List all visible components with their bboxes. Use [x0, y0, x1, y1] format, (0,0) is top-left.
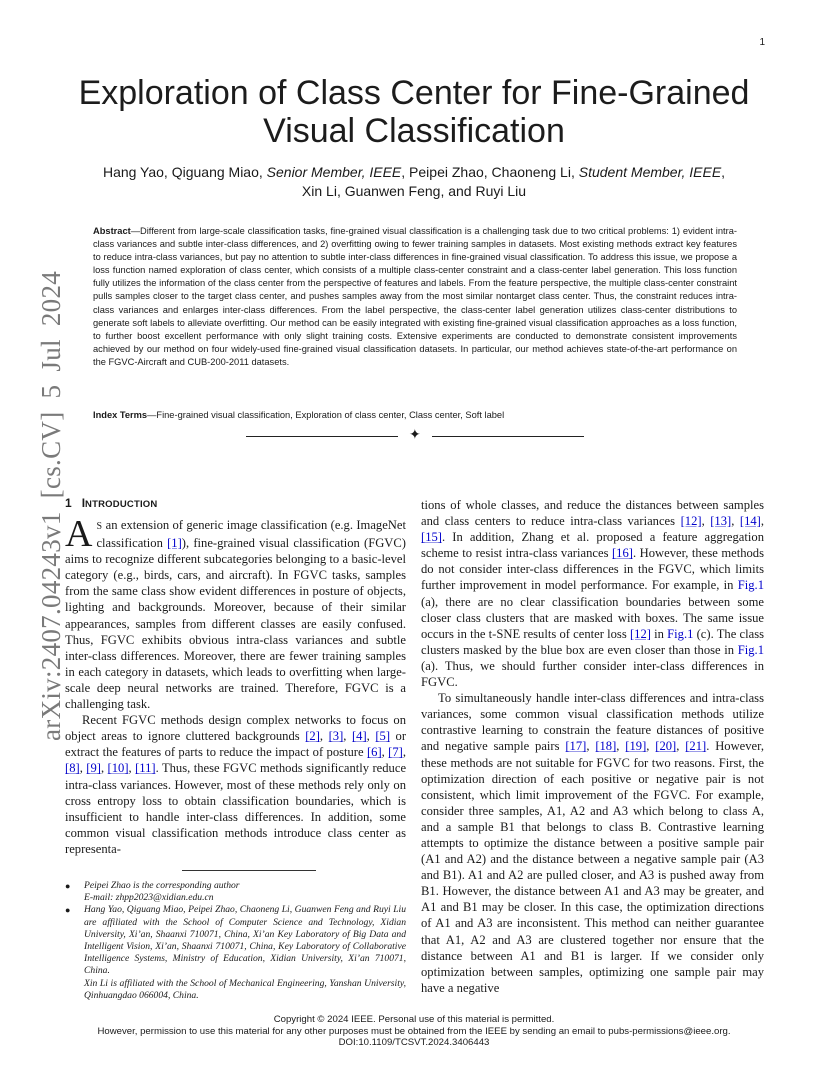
figure-reference-link[interactable]: Fig.1 [737, 578, 764, 593]
citation-link[interactable]: [9] [86, 761, 101, 776]
paragraph-3 [421, 497, 764, 690]
citation-link[interactable]: [13] [710, 514, 732, 529]
citation-link[interactable]: [2] [305, 729, 320, 744]
body-text: , [366, 729, 376, 744]
citation-link[interactable]: [20] [655, 739, 677, 754]
footnote-line: Peipei Zhao is the corresponding author [84, 880, 240, 891]
section-number: 1 [65, 496, 72, 510]
index-terms-text: —Fine-grained visual classification, Exploration of class center, Class center, Soft label [147, 410, 505, 420]
footnote-email: E-mail: zhpp2023@xidian.edu.cn [84, 892, 214, 904]
lead-in: S [96, 521, 103, 532]
figure-reference-link[interactable]: Fig.1 [737, 642, 764, 657]
abstract-label: Abstract [93, 226, 131, 236]
divider-ornament-icon: ✦ [409, 427, 421, 443]
citation-link[interactable]: [17] [565, 739, 587, 754]
body-text: , [128, 761, 136, 776]
footnote-affiliation: Hang Yao, Qiguang Miao, Peipei Zhao, Chaoneng Li, Guanwen Feng and Ruyi Liu are affiliated with the School of Computer Science and Technology, Xidian University, Xi’an, Shaanxi 710071, China, Xi’an Key Laboratory of Big Data and Intelligent Vision, Xi’an, Shaanxi 710071, China, Key Laboratory of Collaborative Intelligence Systems, Ministry of Education, Xidian University, Xi’an 710071, China. [84, 904, 406, 977]
author-list [70, 163, 758, 201]
index-terms [93, 409, 737, 422]
section-title-rest: NTRODUCTION [85, 499, 158, 510]
membership-student: Student Member, IEEE [578, 164, 722, 180]
paragraph-1 [65, 513, 407, 712]
body-text: (c). The class clusters masked by the blue box are even closer than those in [421, 626, 764, 657]
body-text: , [319, 729, 329, 744]
body-text: , [676, 739, 686, 754]
body-text: , [616, 739, 626, 754]
body-text: ), fine-grained visual classification (FGVC) aims to recognize different subcategories belonging to a basic-level category (e.g., birds, cars, and aircraft). In FGVC tasks, samples from the same class show evident differences in posture of objects, lighting and backgrounds. Moreover, because of their similar appearances, samples from different classes are easily confused. Thus, FGVC exhibits obvious intra-class variances and subtle inter-class differences. Moreover, there are fewer training samples in each category in datasets, which leads to overfitting when large-scale deep neural networks are trained. Therefore, FGVC is a challenging task. [65, 536, 407, 712]
body-text: , [646, 739, 656, 754]
body-text: . In addition, Zhang et al. proposed a feature aggregation scheme to resist intra-class variances [421, 530, 764, 561]
copyright-footer [20, 1014, 808, 1049]
citation-link[interactable]: [15] [421, 530, 442, 545]
body-text: . However, these methods do not consider inter-class differences in the FGVC, which limits further improvement in model performance. For example, in [421, 546, 764, 593]
index-terms-label: Index Terms [93, 410, 148, 420]
section-title-initial: I [81, 496, 86, 510]
citation-link[interactable]: [8] [65, 761, 80, 776]
body-column-right [421, 497, 764, 996]
drop-cap: A [65, 513, 93, 555]
citation-link[interactable]: [19] [625, 739, 647, 754]
authors-line-2: Xin Li, Guanwen Feng, and Ruyi Liu [301, 183, 527, 199]
divider-line-left [246, 436, 398, 437]
citation-link[interactable]: [14] [739, 514, 761, 529]
divider-line-right [432, 436, 584, 437]
citation-link[interactable]: [3] [328, 729, 344, 744]
body-text: (a), there are no clear classification boundaries between some closer class clusters that are masked with boxes. The same issue occurs in the t-SNE results of center loss [421, 594, 764, 641]
body-text: To simultaneously handle inter-class differences and intra-class variances, some common visual classification methods utilize contrastive learning to constrain the feature distances of positive and negative sample pairs [421, 691, 764, 754]
body-text: , [79, 761, 87, 776]
footnote-rule [182, 870, 316, 871]
authors-text: , Peipei Zhao, Chaoneng Li, [401, 164, 579, 180]
body-text: an extension of generic image classification (e.g. ImageNet classification [96, 518, 406, 551]
body-text: in [650, 626, 668, 641]
body-text: , [731, 514, 740, 529]
bullet-icon: ● [65, 905, 71, 916]
footnote-2 [65, 904, 406, 1002]
citation-link[interactable]: [16] [611, 546, 633, 561]
body-text: Recent FGVC methods design complex networks to focus on object areas to ignore cluttered backgrounds [65, 713, 406, 744]
abstract-text: —Different from large-scale classification tasks, fine-grained visual classification is a challenging task due to two critical problems: 1) evident intra-class variances and subtle inter-class differences, and 2) overfitting owing to fewer training samples in datasets. Most existing methods extract key features to reduce intra-class variances, but pay no attention to subtle inter-class differences in fine-grained visual classification. To address this issue, we propose a loss function named exploration of class center, which consists of a multiple class-center constraint and a class-center label generation. This loss function fully utilizes the information of the class center from the perspective of features and labels. From the feature perspective, the multiple class-center constraint pulls samples closer to the target class center, and pushes samples away from the most similar nontarget class center. Thus, the constraint reduces intra-class variances and enlarges inter-class differences. From the label perspective, the class-center label generation utilizes class-center distributions to generate soft labels to alleviate overfitting. Our method can be easily integrated with existing fine-grained visual classification approaches as a loss function, to further boost excellent performance with only slight training costs. Extensive experiments are conducted to demonstrate consistent improvements achieved by our method on four widely-used fine-grained visual classification datasets. In particular, our method achieves state-of-the-art performance on the FGVC-Aircraft and CUB-200-2011 datasets. [93, 226, 737, 367]
paper-title: Exploration of Class Center for Fine-Grained Visual Classification [78, 74, 750, 150]
citation-link[interactable]: [6] [366, 745, 382, 760]
footer-doi: DOI:10.1109/TCSVT.2024.3406443 [338, 1037, 490, 1048]
paragraph-2 [65, 712, 406, 857]
authors-text: Hang Yao, Qiguang Miao, [102, 164, 267, 180]
body-text: tions of whole classes, and reduce the distances between samples and class centers to reduce intra-class variances [421, 498, 764, 529]
footer-line-2: However, permission to use this material for any other purposes must be obtained from the IEEE by sending an email to pubs-permissions@ieee.org. [97, 1025, 731, 1037]
body-text: , [381, 745, 389, 760]
body-column-left [65, 513, 407, 857]
citation-link[interactable]: [1] [167, 536, 182, 551]
citation-link[interactable]: [18] [595, 739, 617, 754]
paragraph-4 [421, 690, 764, 996]
body-text: , [100, 761, 108, 776]
citation-link[interactable]: [7] [388, 745, 403, 760]
arxiv-identifier-stamp: arXiv:2407.04243v1 [cs.CV] 5 Jul 2024 [36, 270, 66, 741]
footer-line-1: Copyright © 2024 IEEE. Personal use of this material is permitted. [273, 1014, 555, 1025]
footnote-affiliation: Xin Li is affiliated with the School of Mechanical Engineering, Yanshan University, Qinhuangdao 066004, China. [84, 977, 406, 1001]
citation-link[interactable]: [11] [135, 761, 156, 776]
citation-link[interactable]: [10] [107, 761, 129, 776]
body-text: or extract the features of parts to reduce the impact of posture [65, 729, 407, 760]
citation-link[interactable]: [12] [680, 514, 702, 529]
body-text: . Thus, these FGVC methods significantly reduce intra-class variances. However, most of these methods rely only on cross entropy loss to obtain classification boundaries, which is insufficient to handle inter-class differences. In addition, some common visual classification methods introduce class center as representa- [65, 761, 407, 856]
section-heading [65, 496, 157, 510]
membership-senior: Senior Member, IEEE [266, 164, 402, 180]
citation-link[interactable]: [12] [629, 626, 651, 641]
body-text: , [343, 729, 352, 744]
page-number: 1 [759, 37, 765, 48]
body-text: (a). Thus, we should further consider inter-class differences in FGVC. [421, 658, 764, 690]
abstract [93, 225, 737, 369]
body-text: , [402, 745, 406, 760]
figure-reference-link[interactable]: Fig.1 [667, 626, 694, 641]
body-text: , [760, 514, 765, 529]
authors-text: , [721, 164, 726, 180]
citation-link[interactable]: [4] [351, 729, 367, 744]
body-text: . However, these methods are not suitable for FGVC for two reasons. First, the optimization direction of each positive or negative pair is not consistent, which limit improvement of the FGVC. For example, consider three samples, A1, A2 and A3 which belong to class A, and a sample B1 that belongs to class B. Contrastive learning attempts to optimize the distance between a positive sample pair (A1 and A2) and the distance between a negative sample pair (A3 and B1). A1 and A2 are pulled closer, and A3 is pushed away from B1. However, the distance between A1 and A3 may be greater, and A1 and B1 may be closer. In this case, the optimization directions of A1 and A3 are inconsistent. This method can neither guarantee that A1, A2 and A3 are clustered together nor ensure that the distance between A1 and B1 is larger. If we consider only optimization between samples, optimizing one sample pair may have a negative [421, 739, 764, 995]
footnote-1 [65, 880, 406, 904]
bullet-icon: ● [65, 881, 71, 891]
citation-link[interactable]: [5] [375, 729, 391, 744]
citation-link[interactable]: [21] [685, 739, 707, 754]
body-text: , [701, 514, 711, 529]
body-text: , [586, 739, 596, 754]
footnotes [65, 880, 406, 1002]
